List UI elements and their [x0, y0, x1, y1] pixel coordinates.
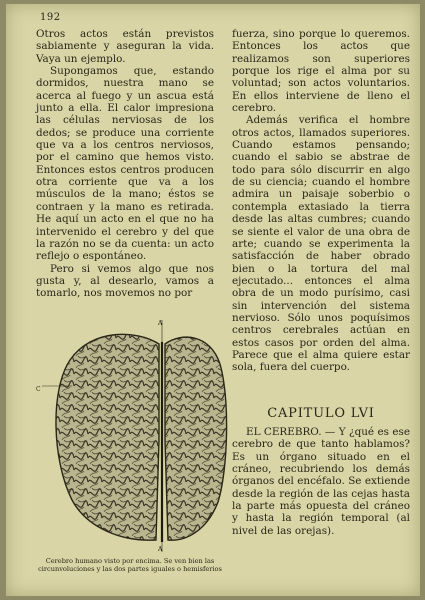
paragraph: Supongamos que, estando dormidos, nuestra mano se acerca al fuego y un ascua está junto a ella. El calor impresiona las células nerviosas de los dedos; se produce una corriente que va a los centros nerviosos, por el camino que hemos visto. Entonces estos centros producen otra corriente que va a los músculos de la mano; éstos se contraen y la mano es retirada. He aquí un acto en el que no ha intervenido el cerebro y del que la razón no se da cuenta: un acto reflejo o espontáneo. — [36, 65, 214, 263]
paragraph: Pero si vemos algo que nos gusta y, al desearlo, vamos a tomarlo, nos movemos no por — [36, 262, 214, 300]
figure-mark-left: C — [36, 386, 41, 393]
book-page — [6, 4, 420, 596]
page-number: 192 — [40, 12, 61, 23]
left-column — [36, 28, 214, 300]
chapter-body — [232, 426, 410, 537]
paragraph: Además verifica el hombre otros actos, llamados superiores. Cuando estamos pensando; cuando el sabio se abstrae de todo para sólo discurrir en algo de su ciencia; cuando el hombre admira un paisaje soberbio o contempla extasiado la tierra desde las altas cumbres; cuando se siente el valor de una obra de arte; cuando se experimenta la satisfacción de haber obrado bien o la tortura del mal ejecutado... entonces el alma obra de un modo purísimo, casi sin intervención del sistema nervioso. Sólo unos poquísimos centros cerebrales actúan en estos casos por orden del alma. Parece que el alma quiere estar sola, fuera del cuerpo. — [232, 114, 410, 374]
paragraph: fuerza, sino porque lo queremos. Entonces los actos que realizamos son superiores porque los rige el alma por su voluntad; son actos voluntarios. En ellos interviene de lleno el cerebro. — [232, 28, 410, 115]
brain-drawing — [32, 320, 228, 552]
left-hemisphere — [56, 334, 159, 540]
figure-caption: Cerebro humano visto por encima. Se ven bien las circunvoluciones y las dos partes iguales o hemisferios — [38, 557, 222, 574]
right-hemisphere — [165, 337, 227, 540]
paragraph: EL CEREBRO. — Y ¿qué es ese cerebro de que tanto hablamos? Es un órgano situado en el cráneo, recubriendo los demás órganos del encéfalo. Se extiende desde la región de las cejas hasta la parte más opuesta del cráneo y hasta la región temporal (al nivel de las orejas). — [232, 426, 410, 537]
figure-mark-top: A — [158, 320, 163, 327]
paragraph: Otros actos están previstos sabiamente y aseguran la vida. Vaya un ejemplo. — [36, 28, 214, 65]
right-column — [232, 28, 410, 374]
chapter-title: CAPITULO LVI — [267, 406, 375, 421]
figure-mark-bottom: A — [158, 546, 163, 552]
brain-illustration — [32, 320, 228, 552]
